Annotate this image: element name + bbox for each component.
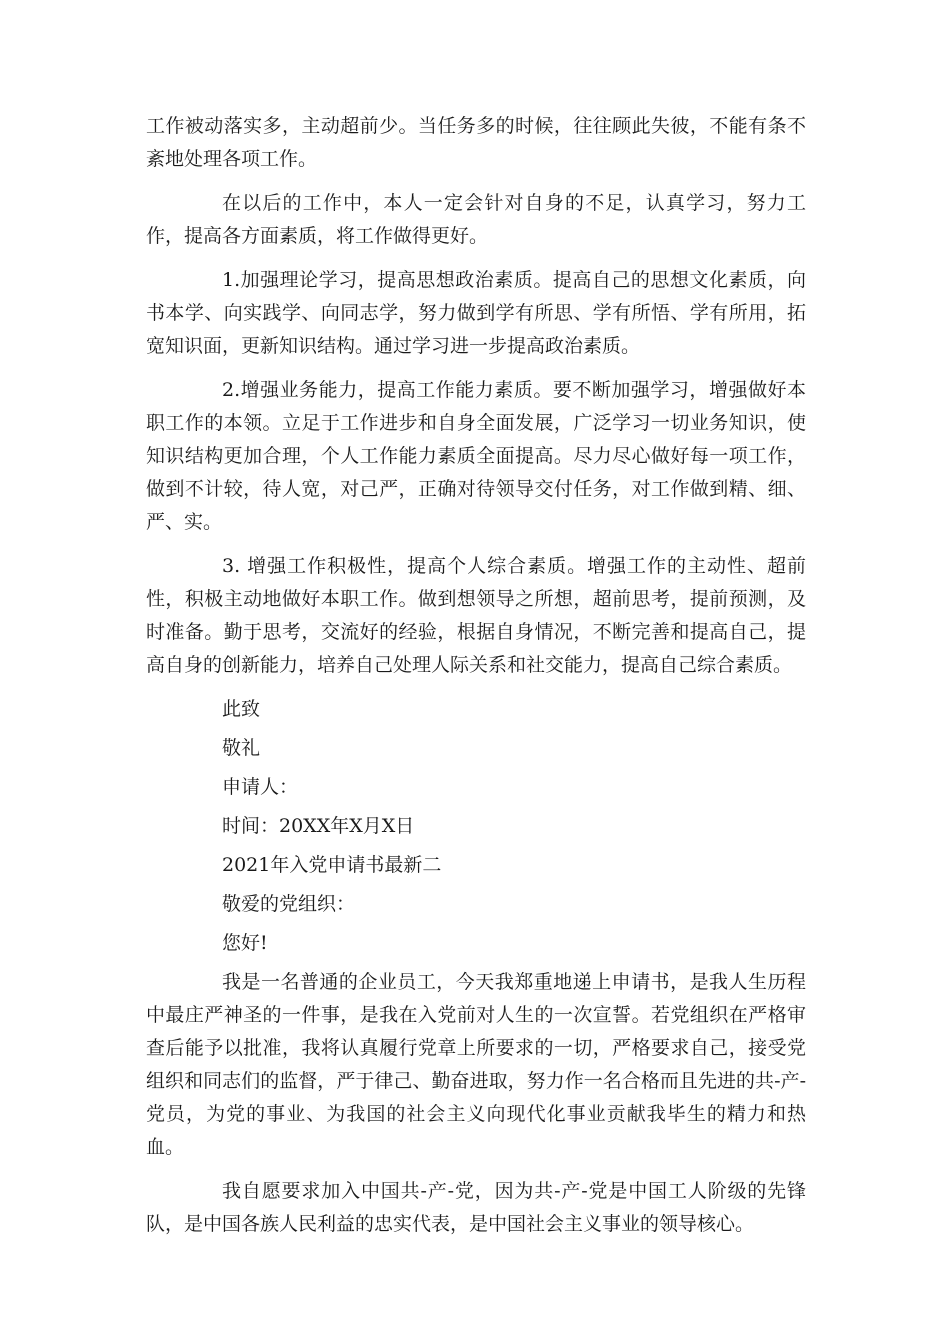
closing-line: 敬礼 [222, 737, 261, 759]
document-body [146, 110, 806, 1252]
paragraph: 2.增强业务能力，提高工作能力素质。要不断加强学习，增强做好本职工作的本领。立足于工作进步和自身全面发展，广泛学习一切业务知识，使知识结构更加合理，个人工作能力素质全面提高。尽力尽心做好每一项工作，做到不计较，待人宽，对己严，正确对待领导交付任务，对工作做到精、细、严、实。 [146, 379, 806, 533]
paragraph: 我自愿要求加入中国共-产-党，因为共-产-党是中国工人阶级的先锋队，是中国各族人民利益的忠实代表，是中国社会主义事业的领导核心。 [146, 1180, 806, 1235]
closing-line: 此致 [222, 698, 261, 720]
greeting: 您好! [222, 932, 268, 954]
paragraph: 在以后的工作中，本人一定会针对自身的不足，认真学习，努力工作，提高各方面素质，将工作做得更好。 [146, 192, 806, 247]
date-line: 时间：20XX年X月X日 [222, 815, 415, 837]
paragraph: 工作被动落实多，主动超前少。当任务多的时候，往往顾此失彼，不能有条不紊地处理各项工作。 [146, 115, 806, 170]
salutation: 敬爱的党组织： [222, 893, 356, 915]
applicant-line: 申请人： [222, 776, 299, 798]
paragraph: 我是一名普通的企业员工，今天我郑重地递上申请书，是我人生历程中最庄严神圣的一件事，是我在入党前对人生的一次宣誓。若党组织在严格审查后能予以批准，我将认真履行党章上所要求的一切，严格要求自己，接受党组织和同志们的监督，严于律己、勤奋进取，努力作一名合格而且先进的共-产-党员，为党的事业、为我国的社会主义向现代化事业贡献我毕生的精力和热血。 [146, 971, 806, 1158]
paragraph: 1.加强理论学习，提高思想政治素质。提高自己的思想文化素质，向书本学、向实践学、向同志学，努力做到学有所思、学有所悟、学有所用，拓宽知识面，更新知识结构。通过学习进一步提高政治素质。 [146, 269, 806, 357]
section-title: 2021年入党申请书最新二 [222, 854, 442, 876]
paragraph: 3. 增强工作积极性，提高个人综合素质。增强工作的主动性、超前性，积极主动地做好本职工作。做到想领导之所想，超前思考，提前预测，及时准备。勤于思考，交流好的经验，根据自身情况，不断完善和提高自己，提高自身的创新能力，培养自己处理人际关系和社交能力，提高自己综合素质。 [146, 555, 806, 676]
